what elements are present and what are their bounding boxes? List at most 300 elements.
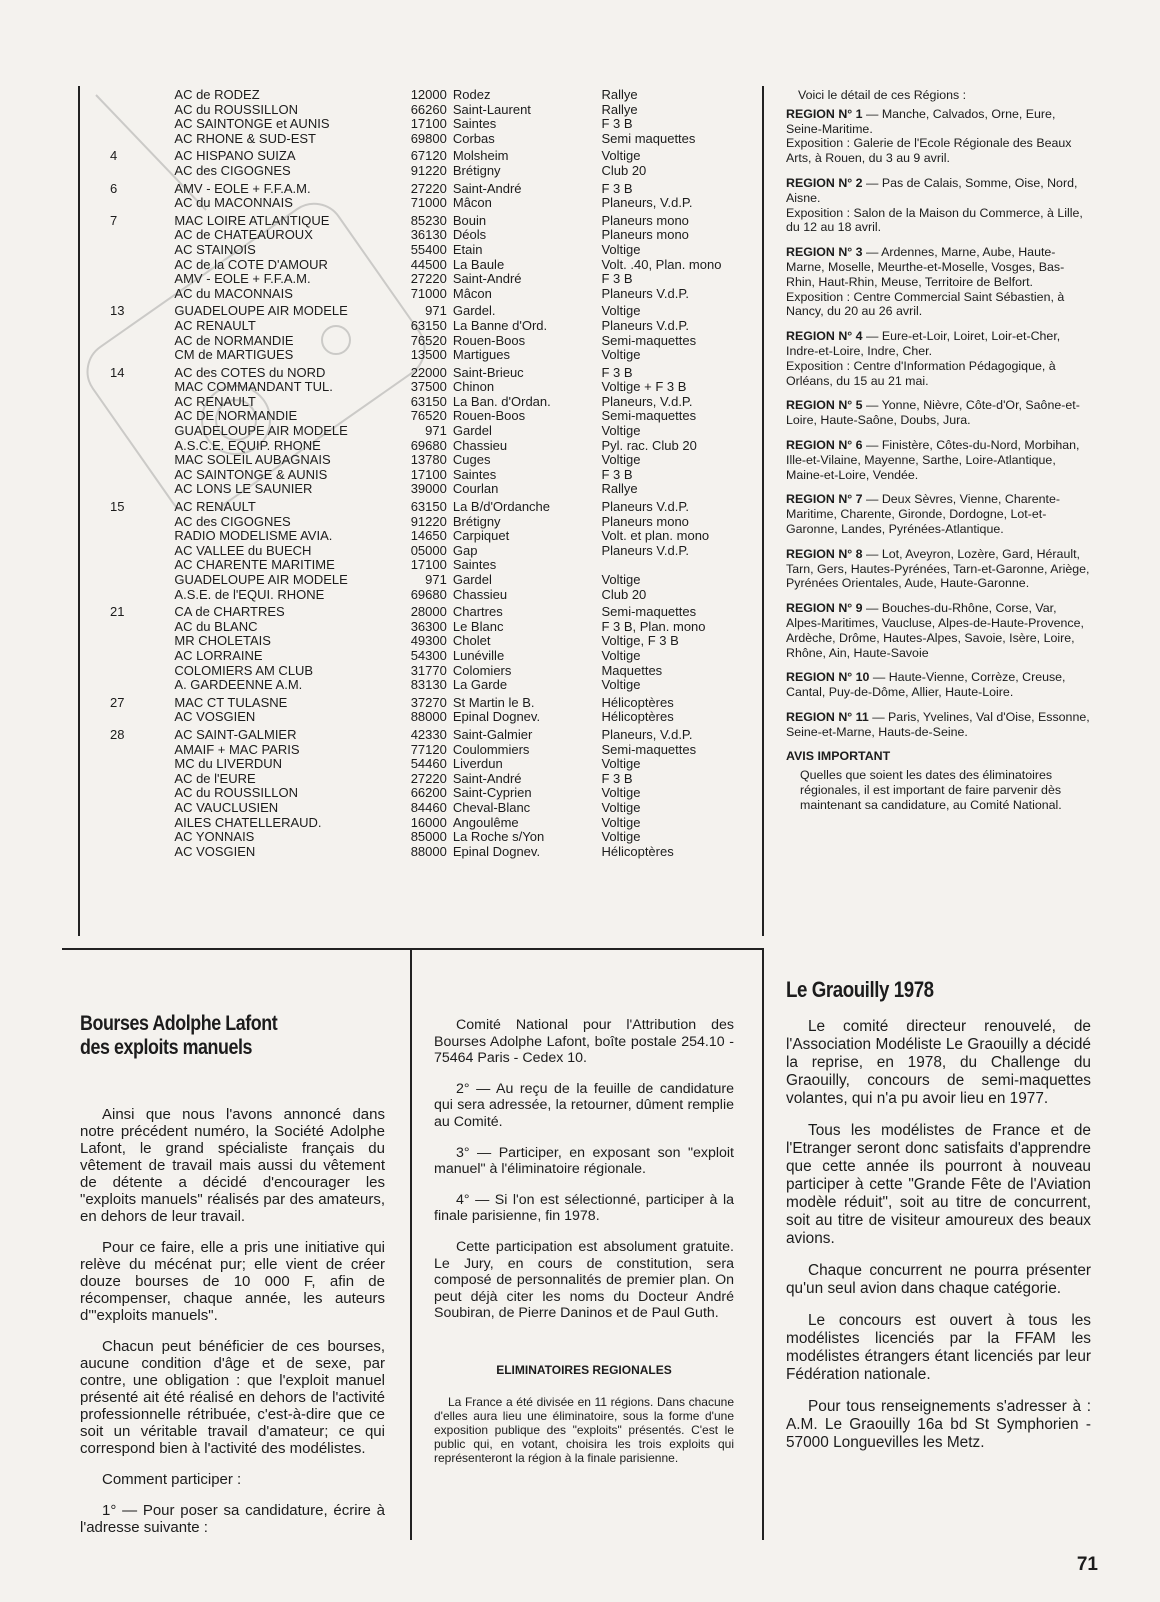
middle-paragraph: Comité National pour l'Attribution des Bourses Adolphe Lafont, boîte postale 254.10 - 75464 Paris - Cedex 10.	[434, 1017, 734, 1067]
schedule-postcode: 05000	[410, 542, 447, 558]
schedule-row	[100, 634, 760, 649]
schedule-category: Hélicoptères	[601, 694, 674, 710]
schedule-city: Rodez	[452, 87, 491, 102]
schedule-postcode: 36130	[410, 227, 447, 243]
schedule-club: AC CHARENTE MARITIME	[174, 557, 335, 573]
schedule-club: MAC COMMANDANT TUL.	[174, 379, 333, 395]
schedule-row	[100, 214, 760, 229]
schedule-club: AC RENAULT	[174, 393, 256, 409]
schedule-day	[100, 395, 174, 410]
schedule-club: AC STAINOIS	[174, 241, 256, 257]
schedule-category: Semi-maquettes	[601, 408, 697, 424]
schedule-club: GUADELOUPE AIR MODELE	[174, 423, 348, 439]
schedule-city: Gardel	[452, 572, 492, 587]
schedule-row	[100, 605, 760, 620]
schedule-postcode: 88000	[410, 709, 447, 725]
schedule-day	[100, 772, 174, 787]
schedule-category: Volt. et plan. mono	[601, 528, 710, 544]
schedule-city: Angoulême	[452, 814, 519, 830]
schedule-category: Voltige	[601, 814, 641, 830]
schedule-category: Voltige	[601, 452, 641, 468]
schedule-day	[100, 319, 174, 334]
schedule-day: 4	[110, 148, 118, 164]
avis-important-text: Quelles que soient les dates des éliminatoires régionales, il est important de faire parvenir dès maintenant sa candidature, au Comité National.	[800, 768, 1062, 812]
schedule-category: F 3 B, Plan. mono	[601, 618, 706, 634]
schedule-row	[100, 103, 760, 118]
schedule-day	[100, 228, 174, 243]
schedule-row	[100, 500, 760, 515]
schedule-category: Hélicoptères	[601, 843, 674, 859]
schedule-day	[100, 544, 174, 559]
schedule-day	[100, 649, 174, 664]
schedule-club: MAC SOLEIL AUBAGNAIS	[174, 452, 331, 468]
region-label: REGION N° 3	[786, 245, 863, 260]
graouilly-paragraph: Tous les modélistes de France et de l'Etranger seront donc satisfaits d'apprendre que cette année ils pourront à nouveau participer à cette "Grande Fête de l'Aviation modèle réduit", soit au titre de concurrent, soit au titre de visiteur amoureux des beaux avions.	[786, 1122, 1091, 1247]
schedule-category: Voltige	[601, 829, 641, 845]
regions-column	[786, 88, 1091, 813]
region-departments: — Eure-et-Loir, Loiret, Loir-et-Cher, Indre-et-Loire, Indre, Cher.	[786, 329, 1061, 358]
schedule-row	[100, 409, 760, 424]
schedule-postcode: 12000	[410, 87, 447, 102]
schedule-day	[100, 243, 174, 258]
schedule-postcode: 91220	[410, 162, 447, 178]
region-label: REGION N° 4	[786, 329, 863, 344]
schedule-category: Voltige	[601, 241, 641, 257]
region-entry	[786, 245, 1091, 319]
schedule-day: 15	[110, 499, 125, 515]
schedule-postcode: 36300	[410, 618, 447, 634]
schedule-postcode: 971	[425, 423, 447, 439]
schedule-category: Semi-maquettes	[601, 332, 697, 348]
region-label: REGION N° 9	[786, 601, 863, 616]
schedule-club: AC YONNAIS	[174, 829, 255, 845]
schedule-city: Mâcon	[452, 285, 492, 301]
schedule-day	[100, 588, 174, 603]
schedule-club: AC de NORMANDIE	[174, 332, 294, 348]
region-entry	[786, 438, 1091, 482]
schedule-day-group	[100, 500, 760, 602]
region-exposition: Exposition : Centre Commercial Saint Sébastien, à Nancy, du 20 au 26 avril.	[786, 289, 1065, 319]
schedule-club: AC SAINT-GALMIER	[174, 726, 297, 742]
bourses-title-line1: Bourses Adolphe Lafont	[80, 1012, 278, 1035]
horizontal-divider-rule	[62, 948, 764, 950]
schedule-category: Planeurs V.d.P.	[601, 317, 689, 333]
schedule-club: AC du MACONNAIS	[174, 195, 293, 211]
schedule-category: F 3 B	[601, 364, 633, 380]
schedule-club: A.S.C.E. EQUIP. RHONE	[174, 437, 321, 453]
region-entry	[786, 547, 1091, 591]
schedule-row	[100, 319, 760, 334]
schedule-day-group	[100, 605, 760, 693]
bourses-paragraph: Chacun peut bénéficier de ces bourses, aucune condition d'âge et de sexe, par contre, une obligation : que l'exploit manuel présenté ait été réalisé en dehors de l'activité professionnelle rétribuée, c'est-à-dire que ce soit un véritable travail d'amateur; ce qui correspond bien à l'activité des modélistes.	[80, 1338, 385, 1457]
schedule-city: Saintes	[452, 116, 497, 132]
schedule-city: Saintes	[452, 466, 497, 482]
schedule-row	[100, 743, 760, 758]
schedule-city: Liverdun	[452, 756, 503, 772]
graouilly-paragraph: Chaque concurrent ne pourra présenter qu'un seul avion dans chaque catégorie.	[786, 1262, 1091, 1297]
table-divider-rule	[762, 86, 764, 936]
schedule-category: F 3 B	[601, 770, 633, 786]
region-label: REGION N° 5	[786, 398, 863, 413]
schedule-city: Coulommiers	[452, 741, 530, 757]
schedule-postcode: 69680	[410, 586, 447, 602]
schedule-row	[100, 544, 760, 559]
schedule-category: Planeurs mono	[601, 212, 689, 228]
bourses-paragraph: Comment participer :	[102, 1471, 242, 1488]
schedule-postcode: 37500	[410, 379, 447, 395]
schedule-club: AC de l'EURE	[174, 770, 256, 786]
middle-body	[434, 1017, 734, 1322]
region-entry	[786, 398, 1091, 428]
schedule-day	[100, 380, 174, 395]
schedule-row	[100, 801, 760, 816]
schedule-club: COLOMIERS AM CLUB	[174, 662, 314, 678]
schedule-city: La Roche s/Yon	[452, 829, 545, 845]
schedule-day	[100, 710, 174, 725]
schedule-category: Club 20	[601, 586, 647, 602]
schedule-club: MR CHOLETAIS	[174, 633, 271, 649]
schedule-category: Voltige	[601, 148, 641, 164]
schedule-postcode: 76520	[410, 408, 447, 424]
schedule-category: Volt. .40, Plan. mono	[601, 256, 722, 272]
schedule-postcode: 91220	[410, 513, 447, 529]
region-departments: — Pas de Calais, Somme, Oise, Nord, Aisne.	[786, 175, 1078, 205]
schedule-club: AC du BLANC	[174, 618, 258, 634]
region-label: REGION N° 1	[786, 106, 863, 121]
region-exposition: Exposition : Centre d'Information Pédagogique, à Orléans, du 15 au 21 mai.	[786, 358, 1056, 388]
schedule-category: F 3 B	[601, 180, 633, 196]
schedule-city: Cuges	[452, 452, 491, 468]
schedule-postcode: 85230	[410, 212, 447, 228]
eliminatoires-title: ELIMINATOIRES REGIONALES	[496, 1362, 672, 1377]
schedule-day	[100, 757, 174, 772]
schedule-postcode: 16000	[410, 814, 447, 830]
schedule-postcode: 971	[425, 303, 447, 319]
bourses-continued	[434, 1017, 734, 1466]
schedule-row	[100, 573, 760, 588]
schedule-row	[100, 757, 760, 772]
schedule-postcode: 88000	[410, 843, 447, 859]
schedule-row	[100, 558, 760, 573]
region-departments: — Paris, Yvelines, Val d'Oise, Essonne, Seine-et-Marne, Hauts-de-Seine.	[786, 709, 1090, 739]
schedule-postcode: 54300	[410, 647, 447, 663]
schedule-day-group	[100, 88, 760, 146]
schedule-day	[100, 816, 174, 831]
schedule-row	[100, 845, 760, 860]
schedule-club: MAC LOIRE ATLANTIQUE	[174, 212, 330, 228]
schedule-city: La Baule	[452, 256, 505, 272]
schedule-category: F 3 B	[601, 466, 633, 482]
schedule-club: AC LONS LE SAUNIER	[174, 481, 313, 497]
schedule-day	[100, 453, 174, 468]
graouilly-article	[786, 978, 1091, 1466]
schedule-category: Voltige	[601, 785, 641, 801]
schedule-club: AC du MACONNAIS	[174, 285, 293, 301]
schedule-city: Corbas	[452, 130, 495, 146]
schedule-city: Molsheim	[452, 148, 509, 164]
region-entry	[786, 107, 1091, 166]
schedule-day	[100, 468, 174, 483]
schedule-postcode: 69800	[410, 130, 447, 146]
schedule-club: GUADELOUPE AIR MODELE	[174, 572, 348, 587]
schedule-day	[100, 348, 174, 363]
region-label: REGION N° 7	[786, 492, 863, 507]
schedule-category: Voltige	[601, 756, 641, 772]
schedule-city: Colomiers	[452, 662, 512, 678]
schedule-day	[100, 529, 174, 544]
middle-paragraph: 3° — Participer, en exposant son "exploit manuel" à l'éliminatoire régionale.	[434, 1144, 734, 1178]
schedule-row	[100, 696, 760, 711]
schedule-club: AC des CIGOGNES	[174, 513, 291, 529]
region-departments: — Yonne, Nièvre, Côte-d'Or, Saône-et-Loire, Haute-Saône, Doubs, Jura.	[786, 398, 1080, 428]
schedule-row	[100, 228, 760, 243]
region-departments: — Lot, Aveyron, Lozère, Gard, Hérault, Tarn, Gers, Hautes-Pyrénées, Tarn-et-Garonne, Ariège, Pyrénées Orientales, Aude, Haute-Garonne.	[786, 546, 1090, 591]
schedule-day	[100, 196, 174, 211]
schedule-day: 28	[110, 726, 125, 742]
schedule-city: Courlan	[452, 481, 499, 497]
bourses-paragraph: Pour ce faire, elle a pris une initiative qui relève du mécénat pur; elle vient de créer douze bourses de 10 000 F, afin de récompenser, chaque année, les auteurs d'"exploits manuels".	[80, 1239, 385, 1324]
schedule-category: Planeurs V.d.P.	[601, 499, 689, 515]
schedule-row	[100, 588, 760, 603]
schedule-postcode: 77120	[410, 741, 447, 757]
schedule-day	[100, 830, 174, 845]
bourses-article	[80, 1012, 385, 1550]
schedule-city: Lunéville	[452, 647, 505, 663]
schedule-day	[100, 743, 174, 758]
schedule-postcode: 71000	[410, 285, 447, 301]
region-departments: — Deux Sèvres, Vienne, Charente-Maritime, Charente, Gironde, Dordogne, Lot-et-Garonne, Landes, Pyrénées-Atlantique.	[786, 492, 1060, 536]
schedule-day	[100, 634, 174, 649]
schedule-row	[100, 786, 760, 801]
graouilly-paragraph: Pour tous renseignements s'adresser à : A.M. Le Graouilly 16a bd St Symphorien - 57000 Longuevilles les Metz.	[786, 1398, 1091, 1451]
schedule-row	[100, 529, 760, 544]
schedule-postcode: 13500	[410, 347, 447, 363]
schedule-club: AC VOSGIEN	[174, 843, 256, 859]
region-entry	[786, 601, 1091, 660]
schedule-category: Planeurs V.d.P.	[601, 542, 689, 558]
schedule-row	[100, 439, 760, 454]
schedule-postcode: 14650	[410, 528, 447, 544]
schedule-postcode: 49300	[410, 633, 447, 649]
schedule-row	[100, 468, 760, 483]
schedule-city: Carpiquet	[452, 528, 510, 544]
schedule-city: Gardel.	[452, 303, 496, 319]
schedule-postcode: 17100	[410, 116, 447, 132]
schedule-day	[100, 664, 174, 679]
region-entry	[786, 176, 1091, 235]
schedule-postcode: 17100	[410, 466, 447, 482]
schedule-row	[100, 149, 760, 164]
schedule-category: F 3 B	[601, 116, 633, 132]
graouilly-body	[786, 1018, 1091, 1452]
schedule-row	[100, 287, 760, 302]
schedule-postcode: 22000	[410, 364, 447, 380]
schedule-city: Martigues	[452, 347, 510, 363]
schedule-postcode: 55400	[410, 241, 447, 257]
schedule-row	[100, 380, 760, 395]
schedule-category: Voltige	[601, 799, 641, 815]
schedule-day	[100, 573, 174, 588]
region-exposition: Exposition : Galerie de l'Ecole Régionale des Beaux Arts, à Rouen, du 3 au 9 avril.	[786, 136, 1072, 166]
middle-paragraph: 2° — Au reçu de la feuille de candidature qui sera adressée, la retourner, dûment remplie au Comité.	[434, 1080, 734, 1130]
schedule-city: Saint-Cyprien	[452, 785, 532, 801]
schedule-category: Semi-maquettes	[601, 604, 697, 620]
schedule-city: Chinon	[452, 379, 495, 395]
region-departments: — Bouches-du-Rhône, Corse, Var, Alpes-Maritimes, Vaucluse, Alpes-de-Haute-Provence, Ardèche, Drôme, Hautes-Alpes, Savoie, Isère, Loire, Rhône, Ain, Haute-Savoie	[786, 601, 1084, 660]
schedule-day	[100, 88, 174, 103]
region-entry	[786, 329, 1091, 388]
schedule-city: Cheval-Blanc	[452, 799, 531, 815]
schedule-row	[100, 816, 760, 831]
schedule-postcode: 17100	[410, 557, 447, 573]
schedule-category	[601, 558, 760, 573]
schedule-category: Voltige	[601, 303, 641, 319]
schedule-city: Rouen-Boos	[452, 332, 526, 348]
schedule-city: Chassieu	[452, 586, 508, 602]
schedule-club: AC du ROUSSILLON	[174, 785, 298, 801]
schedule-day-group	[100, 214, 760, 302]
schedule-postcode: 971	[425, 572, 447, 587]
schedule-row	[100, 710, 760, 725]
schedule-city: Chartres	[452, 604, 503, 620]
schedule-city: Saint-Brieuc	[452, 364, 524, 380]
bourses-title-line2: des exploits manuels	[80, 1036, 253, 1059]
schedule-city: Rouen-Boos	[452, 408, 526, 424]
schedule-postcode: 44500	[410, 256, 447, 272]
schedule-club: CM de MARTIGUES	[174, 347, 294, 363]
schedule-club: CA de CHARTRES	[174, 604, 285, 620]
schedule-day	[100, 117, 174, 132]
schedule-category: Voltige, F 3 B	[601, 633, 679, 649]
schedule-club: AC SAINTONGE & AUNIS	[174, 466, 328, 482]
schedule-club: AC de RODEZ	[174, 87, 260, 102]
schedule-club: AILES CHATELLERAUD.	[174, 814, 322, 830]
schedule-club: AMAIF + MAC PARIS	[174, 741, 300, 757]
schedule-club: AMV - EOLE + F.F.A.M.	[174, 271, 311, 287]
schedule-city: Mâcon	[452, 195, 492, 211]
region-label: REGION N° 8	[786, 546, 863, 561]
schedule-day	[100, 424, 174, 439]
schedule-club: AC DE NORMANDIE	[174, 408, 298, 424]
schedule-club: AC de la COTE D'AMOUR	[174, 256, 328, 272]
schedule-city: Brétigny	[452, 513, 501, 529]
schedule-row	[100, 132, 760, 147]
schedule-day-group	[100, 696, 760, 725]
schedule-day	[100, 103, 174, 118]
bourses-body	[80, 1106, 385, 1536]
region-label: REGION N° 6	[786, 437, 863, 452]
schedule-club: AC du ROUSSILLON	[174, 101, 298, 117]
schedule-category: Rallye	[601, 481, 638, 497]
schedule-postcode: 27220	[410, 271, 447, 287]
schedule-club: AC VAUCLUSIEN	[174, 799, 279, 815]
schedule-row	[100, 649, 760, 664]
schedule-postcode: 27220	[410, 180, 447, 196]
schedule-city: Brétigny	[452, 162, 501, 178]
schedule-club: AC VALLEE du BUECH	[174, 542, 312, 558]
schedule-club: MC du LIVERDUN	[174, 756, 283, 772]
region-entry	[786, 710, 1091, 740]
schedule-day	[100, 164, 174, 179]
schedule-category: Rallye	[601, 101, 638, 117]
schedule-row	[100, 196, 760, 211]
graouilly-paragraph: Le comité directeur renouvelé, de l'Association Modéliste Le Graouilly a décidé la reprise, en 1978, du Challenge du Graouilly, concours de semi-maquettes volantes, qui n'a pu avoir lieu en 1977.	[786, 1018, 1091, 1107]
schedule-postcode: 67120	[410, 148, 447, 164]
schedule-row	[100, 272, 760, 287]
schedule-category: Voltige	[601, 423, 641, 439]
schedule-row	[100, 334, 760, 349]
schedule-category: Voltige + F 3 B	[601, 379, 687, 395]
middle-paragraph: Cette participation est absolument gratuite. Le Jury, en cours de constitution, sera composé de personnalités de premier plan. On peut déjà citer les noms du Docteur André Soubiran, de Pierre Daninos et de Paul Guth.	[434, 1238, 734, 1322]
schedule-city: Le Blanc	[452, 618, 504, 634]
schedule-day-group	[100, 149, 760, 178]
schedule-postcode: 39000	[410, 481, 447, 497]
schedule-club: AC des COTES du NORD	[174, 364, 326, 380]
schedule-category: Voltige	[601, 677, 641, 693]
page-number: 71	[1076, 1554, 1098, 1575]
schedule-day: 7	[110, 212, 118, 228]
region-departments: — Manche, Calvados, Orne, Eure, Seine-Maritime.	[786, 106, 1056, 136]
schedule-city: Chassieu	[452, 437, 508, 453]
schedule-city: Déols	[452, 227, 487, 243]
schedule-postcode: 13780	[410, 452, 447, 468]
schedule-day	[100, 845, 174, 860]
schedule-category: Planeurs mono	[601, 513, 689, 529]
schedule-row	[100, 304, 760, 319]
schedule-club: AC RENAULT	[174, 317, 256, 333]
schedule-club: AC SAINTONGE et AUNIS	[174, 116, 330, 132]
schedule-day	[100, 272, 174, 287]
bourses-paragraph: Ainsi que nous l'avons annoncé dans notre précédent numéro, la Société Adolphe Lafont, le grand spécialiste français du vêtement de travail mais aussi du vêtement de détente a décidé d'encourager les "exploits manuels" réalisés par des amateurs, en dehors de leur travail.	[80, 1106, 385, 1225]
region-entry	[786, 492, 1091, 536]
schedule-row	[100, 366, 760, 381]
schedule-category: Planeurs mono	[601, 227, 689, 243]
schedule-day	[100, 287, 174, 302]
schedule-day	[100, 334, 174, 349]
schedule-day	[100, 439, 174, 454]
region-departments: — Ardennes, Marne, Aube, Haute-Marne, Moselle, Meurthe-et-Moselle, Vosges, Bas-Rhin, Haut-Rhin, Meuse, Territoire de Belfort.	[786, 245, 1065, 289]
schedule-club: AC LORRAINE	[174, 647, 263, 663]
schedule-row	[100, 182, 760, 197]
schedule-city: Epinal Dognev.	[452, 709, 541, 725]
schedule-category: Hélicoptères	[601, 709, 674, 725]
schedule-postcode: 27220	[410, 770, 447, 786]
schedule-club: AC de CHATEAUROUX	[174, 227, 313, 243]
schedule-row	[100, 395, 760, 410]
schedule-postcode: 76520	[410, 332, 447, 348]
bourses-paragraph: 1° — Pour poser sa candidature, écrire à l'adresse suivante :	[80, 1502, 385, 1536]
schedule-city: La Banne d'Ord.	[452, 317, 548, 333]
schedule-row	[100, 243, 760, 258]
schedule-postcode: 84460	[410, 799, 447, 815]
schedule-day: 27	[110, 694, 125, 710]
schedule-category: Planeurs, V.d.P.	[601, 195, 693, 211]
regions-list	[786, 107, 1091, 740]
schedule-postcode: 37270	[410, 694, 447, 710]
schedule-club: AC RHONE & SUD-EST	[174, 130, 316, 146]
schedule-club: AMV - EOLE + F.F.A.M.	[174, 180, 311, 196]
middle-paragraph: 4° — Si l'on est sélectionné, participer à la finale parisienne, fin 1978.	[434, 1191, 734, 1225]
schedule-club: RADIO MODELISME AVIA.	[174, 528, 333, 544]
schedule-category: Planeurs, V.d.P.	[601, 726, 693, 742]
schedule-category: Rallye	[601, 87, 638, 102]
schedule-row	[100, 830, 760, 845]
schedule-category: Voltige	[601, 647, 641, 663]
schedule-day-group	[100, 304, 760, 362]
schedule-day: 14	[110, 364, 125, 380]
schedule-day	[100, 258, 174, 273]
competition-schedule-table	[100, 88, 760, 862]
